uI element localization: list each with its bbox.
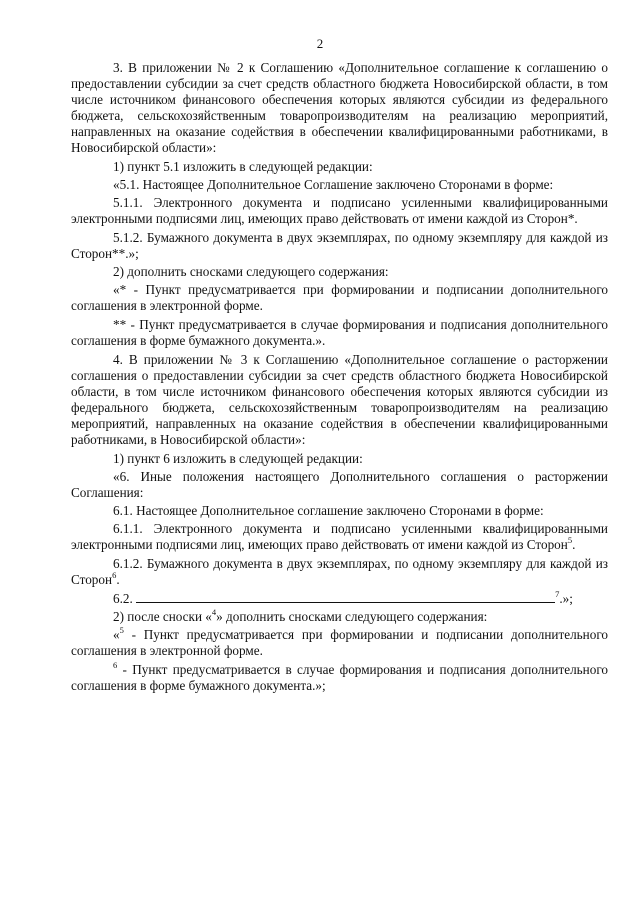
clause-6-1-2-text: 6.1.2. Бумажного документа в двух экземплярах, по одному экземпляру для каждой из Сторон <box>71 556 608 587</box>
footnote-6-text: - Пункт предусматривается в случае формирования и подписания дополнительного соглашения в форме бумажного документа.»; <box>71 662 608 693</box>
paragraph-footnote-double-star: ** - Пункт предусматривается в случае формирования и подписания дополнительного соглашения в форме бумажного документа.». <box>71 317 608 348</box>
paragraph-footnote-5 <box>71 624 608 659</box>
paragraph-clause-6-1: 6.1. Настоящее Дополнительное соглашение заключено Сторонами в форме: <box>113 503 544 518</box>
subitem-2-b-end: » дополнить сносками следующего содержания: <box>216 609 488 624</box>
footnote-ref-4: 4 <box>211 606 217 617</box>
paragraph-footnote-6 <box>71 659 608 694</box>
paragraph-subitem-2-b <box>71 606 608 625</box>
footnote-ref-5: 5 <box>567 534 573 545</box>
paragraph-clause-5-1-1: 5.1.1. Электронного документа и подписано усиленными квалифицированными электронными подписями лиц, имеющих право действовать от имени каждой из Сторон*. <box>71 195 608 226</box>
paragraph-item-3: 3. В приложении № 2 к Соглашению «Дополнительное соглашение к соглашению о предоставлении субсидии за счет средств областного бюджета Новосибирской области, в том числе источником финансового обеспечения которых являются субсидии из федерального бюджета, сельскохозяйственным товаропроизводителям на реализацию мероприятий, направленных на оказание содействия в обеспечении квалифицированными работниками, в Новосибирской области»: <box>71 60 608 155</box>
footnote-5-marker: 5 <box>119 624 124 635</box>
clause-6-2-label: 6.2. <box>113 591 137 606</box>
footnote-ref-7: 7 <box>555 588 560 599</box>
paragraph-clause-6-1-2 <box>71 556 608 588</box>
paragraph-clause-5-1: «5.1. Настоящее Дополнительное Соглашение заключено Сторонами в форме: <box>113 177 554 192</box>
paragraph-clause-6-2 <box>71 588 608 607</box>
paragraph-clause-6-1-1 <box>71 521 608 553</box>
paragraph-clause-5-1-2: 5.1.2. Бумажного документа в двух экземплярах, по одному экземпляру для каждой из Сторон**.»; <box>71 230 608 261</box>
paragraph-item-4: 4. В приложении № 3 к Соглашению «Дополнительное соглашение о расторжении соглашения о предоставлении субсидии за счет средств областного бюджета Новосибирской области, в том числе источником финансового обеспечения которых являются субсидии из федерального бюджета, сельскохозяйственным товаропроизводителям на реализацию мероприятий, направленных на оказание содействия в обеспечении квалифицированными работниками, в Новосибирской области»: <box>71 352 608 447</box>
clause-6-1-1-end: . <box>572 537 576 552</box>
paragraph-subitem-1-b: 1) пункт 6 изложить в следующей редакции: <box>113 451 363 466</box>
paragraph-subitem-2: 2) дополнить сносками следующего содержания: <box>113 264 389 279</box>
footnote-6-marker: 6 <box>113 659 118 670</box>
clause-6-2-end: .»; <box>559 591 573 606</box>
clause-6-1-2-end: . <box>116 572 120 587</box>
subitem-2-b-start: 2) после сноски « <box>113 609 212 624</box>
paragraph-footnote-single-star: «* - Пункт предусматривается при формировании и подписании дополнительного соглашения в электронной форме. <box>71 282 608 313</box>
footnote-5-quote: « <box>113 627 120 642</box>
clause-6-1-1-text: 6.1.1. Электронного документа и подписано усиленными квалифицированными электронными подписями лиц, имеющих право действовать от имени каждой из Сторон <box>71 521 608 552</box>
footnote-ref-6: 6 <box>112 569 117 580</box>
paragraph-subitem-1: 1) пункт 5.1 изложить в следующей редакции: <box>113 159 373 174</box>
document-body <box>71 60 608 696</box>
footnote-5-text: - Пункт предусматривается при формировании и подписании дополнительного соглашения в электронной форме. <box>71 627 608 658</box>
fill-in-blank-line <box>136 591 555 603</box>
page-number: 2 <box>316 36 324 51</box>
paragraph-clause-6: «6. Иные положения настоящего Дополнительного соглашения о расторжении Соглашения: <box>71 469 608 500</box>
